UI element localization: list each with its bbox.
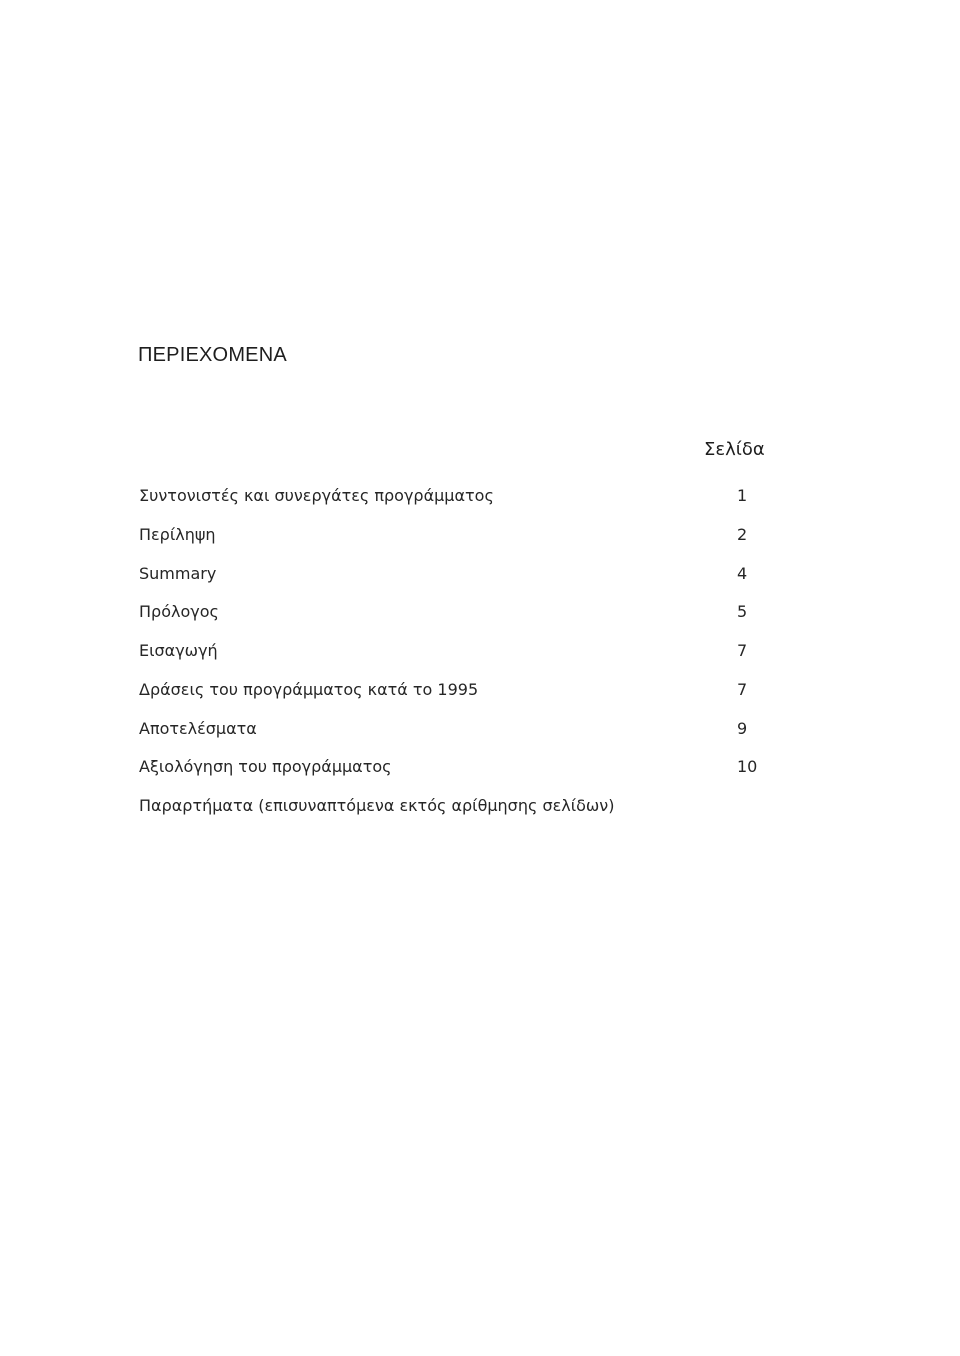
toc-entry-page: 4 xyxy=(737,563,748,583)
toc-entry xyxy=(139,794,799,833)
toc-entry xyxy=(139,717,799,756)
toc-entry-label: Αξιολόγηση του προγράμματος xyxy=(139,757,392,777)
toc-entry-label: Πρόλογος xyxy=(139,602,219,622)
toc-entry xyxy=(139,600,799,639)
toc-entry xyxy=(139,639,799,678)
toc-entry xyxy=(139,484,799,523)
toc-entry-label: Summary xyxy=(139,563,217,583)
toc-entry-label: Δράσεις του προγράμματος κατά το 1995 xyxy=(139,679,479,699)
toc-entry xyxy=(139,755,799,794)
toc-entry xyxy=(139,523,799,562)
toc-entry-page: 9 xyxy=(737,718,748,738)
toc-entry-page: 1 xyxy=(737,486,748,505)
page-column-header: Σελίδα xyxy=(704,439,765,460)
toc-entry xyxy=(139,562,799,601)
toc-entry xyxy=(139,678,799,717)
toc-entry-page: 7 xyxy=(737,641,748,660)
toc-entry-page: 7 xyxy=(737,679,748,699)
toc-entry-page: 10 xyxy=(737,757,758,777)
toc-entry-label: Παραρτήματα (επισυναπτόμενα εκτός αρίθμησης σελίδων) xyxy=(139,796,615,815)
toc-entry-page: 2 xyxy=(737,524,748,544)
toc-entry-page: 5 xyxy=(737,602,748,622)
toc-entry-label: Συντονιστές και συνεργάτες προγράμματος xyxy=(139,486,494,505)
toc-entry-label: Εισαγωγή xyxy=(139,641,218,660)
toc-entry-label: Αποτελέσματα xyxy=(139,718,257,738)
table-of-contents xyxy=(139,484,799,833)
toc-entry-label: Περίληψη xyxy=(139,524,216,544)
page-title: ΠΕΡΙΕΧΟΜΕΝΑ xyxy=(138,344,287,366)
